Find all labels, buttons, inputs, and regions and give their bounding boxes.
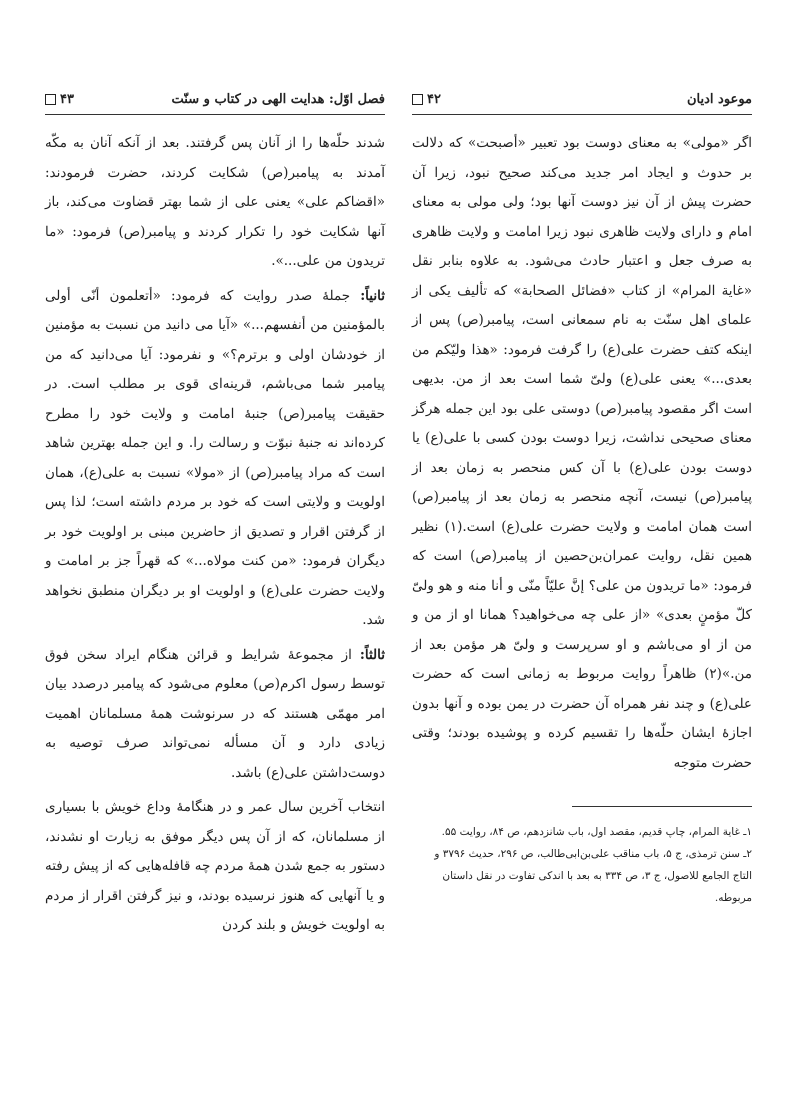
paragraph: اگر «مولی» به معنای دوست بود تعبیر «أصبحت» که دلالت بر حدوث و ایجاد امر جدید می‌کند صحیح نبود، زیرا آن حضرت پیش از آن نیز دوست آنها بود؛ ولی مولی به معنای امام و دارای ولایت ظاهری نبود زیرا امامت و ولایت ظاهری به صرف جعل و اعتبار حادث می‌شود. به علاوه بنابر نقل «غایة المرام» از کتاب «فضائل الصحابة» که تألیف یکی از علمای اهل سنّت به نام سمعانی است، پیامبر(ص) پس از اینکه کتف حضرت علی(ع) را گرفت فرمود: «هذا ولیّکم من بعدی...» یعنی علی(ع) ولیّ شما است بعد از من. بدیهی است اگر مقصود پیامبر(ص) دوستی علی بود این جمله هرگز معنای صحیحی نداشت، زیرا دوست بودن کسی با علی(ع) یا دوست بودن علی(ع) با آن کس منحصر به زمان بعد از پیامبر(ص) نیست، آنچه منحصر به زمان بعد از پیامبر(ص) است همان امامت و ولایت حضرت علی(ع) است.(۱) نظیر همین نقل، روایت عمران‌بن‌حصین از پیامبر(ص) است که فرمود: «ما تریدون من علی؟ إنَّ علیّاً منّی و أنا منه و هو ولیّ کلّ مؤمنٍ بعدی» «از علی چه می‌خواهید؟ همانا او از من و من از او می‌باشم و او سرپرست و ولیّ هر مؤمن بعد از من.»(۲) ظاهراً روایت مربوط به زمانی است که حضرت علی(ع) و چند نفر همراه آن حضرت در یمن بوده و آنها بدون اجازهٔ ایشان حلّه‌ها را تقسیم کرده و پوشیده بودند؛ وقتی حضرت متوجه: [412, 135, 752, 771]
right-page: [412, 90, 752, 909]
left-page-number: ۴۳: [60, 91, 74, 107]
right-page-number-box: [412, 92, 441, 107]
left-page: [45, 90, 385, 946]
right-running-title: موعود ادیان: [687, 91, 752, 107]
lead-word: ثالثاً:: [359, 646, 386, 663]
footnotes: [412, 821, 752, 909]
paragraph: ثانیاً: جملهٔ صدر روایت که فرمود: «أتعلمون أنّی أولی بالمؤمنین من أنفسهم...» «آیا می دانید من نسبت به مؤمنین از خودشان اولی و برترم؟» و نفرمود: آیا می‌دانید که من پیامبر شما می‌باشم، قرینه‌ای قوی بر مطلب است. در حقیقت پیامبر(ص) جنبهٔ امامت و ولایت خود را مطرح کرده‌اند نه جنبهٔ نبوّت و رسالت را. و این جمله بهترین شاهد است که مراد پیامبر(ص) از «مولا» نسبت به علی(ع)، همان اولویت و ولایتی است که خود بر مردم داشته است؛ لذا پس از گرفتن اقرار و تصدیق از حاضرین مبنی بر اولویت خود بر دیگران فرمود: «من کنت مولاه...» که قهراً جز بر امامت و ولایت حضرت علی(ع) و اولویت او بر دیگران منطبق نخواهد شد.: [45, 287, 386, 628]
right-page-body: [412, 129, 752, 778]
square-icon: [412, 94, 423, 105]
paragraph: ثالثاً: از مجموعهٔ شرایط و قرائن هنگام ایراد سخن فوق توسط رسول اکرم(ص) معلوم می‌شود که پیامبر درصدد بیان امر مهمّی هستند که در سرنوشت همهٔ مسلمانان اهمیت زیادی دارد و آن مسأله نمی‌تواند صرف توصیه به دوست‌داشتن علی(ع) باشد.: [45, 646, 386, 781]
left-page-body: [45, 129, 385, 941]
paragraph: انتخاب آخرین سال عمر و در هنگامهٔ وداع خویش با بسیاری از مسلمانان، که از آن پس دیگر موفق به زیارت او نشدند، دستور به جمع شدن همهٔ مردم چه قافله‌هایی که از پیش رفته و یا آنهایی که هنوز نرسیده بودند، و نیز گرفتن اقرار از مردم به اولویت خویش و بلند کردن: [45, 799, 385, 933]
right-page-header: [412, 90, 752, 115]
paragraph: شدند حلّه‌ها را از آنان پس گرفتند. بعد از آنکه آنان به مکّه آمدند به پیامبر(ص) شکایت کردند، حضرت فرمودند: «اقضاکم علی» یعنی علی از شما بهتر قضاوت می‌کند، باز آنها شکایت خود را تکرار کردند و پیامبر(ص) فرمود: «ما تریدون من علی...».: [45, 135, 385, 269]
left-page-number-box: [45, 92, 74, 107]
lead-word: ثانیاً:: [360, 287, 386, 304]
footnote-divider: [572, 806, 752, 807]
left-running-title: فصل اوّل: هدایت الهی در کتاب و سنّت: [171, 91, 385, 107]
square-icon: [45, 94, 56, 105]
left-page-header: [45, 90, 385, 115]
footnote: ۲ـ سنن ترمذی، ج ۵، باب مناقب علی‌بن‌ابی‌طالب، ص ۲۹۶، حدیث ۳۷۹۶ و التاج الجامع للاصول، ج ۳، ص ۳۳۴ به بعد با اندکی تفاوت در نقل داستان مربوطه.: [434, 848, 752, 904]
footnote: ۱ـ غایة المرام، چاپ قدیم، مقصد اول، باب شانزدهم، ص ۸۴، روایت ۵۵.: [441, 826, 752, 838]
right-page-number: ۴۲: [427, 91, 441, 107]
